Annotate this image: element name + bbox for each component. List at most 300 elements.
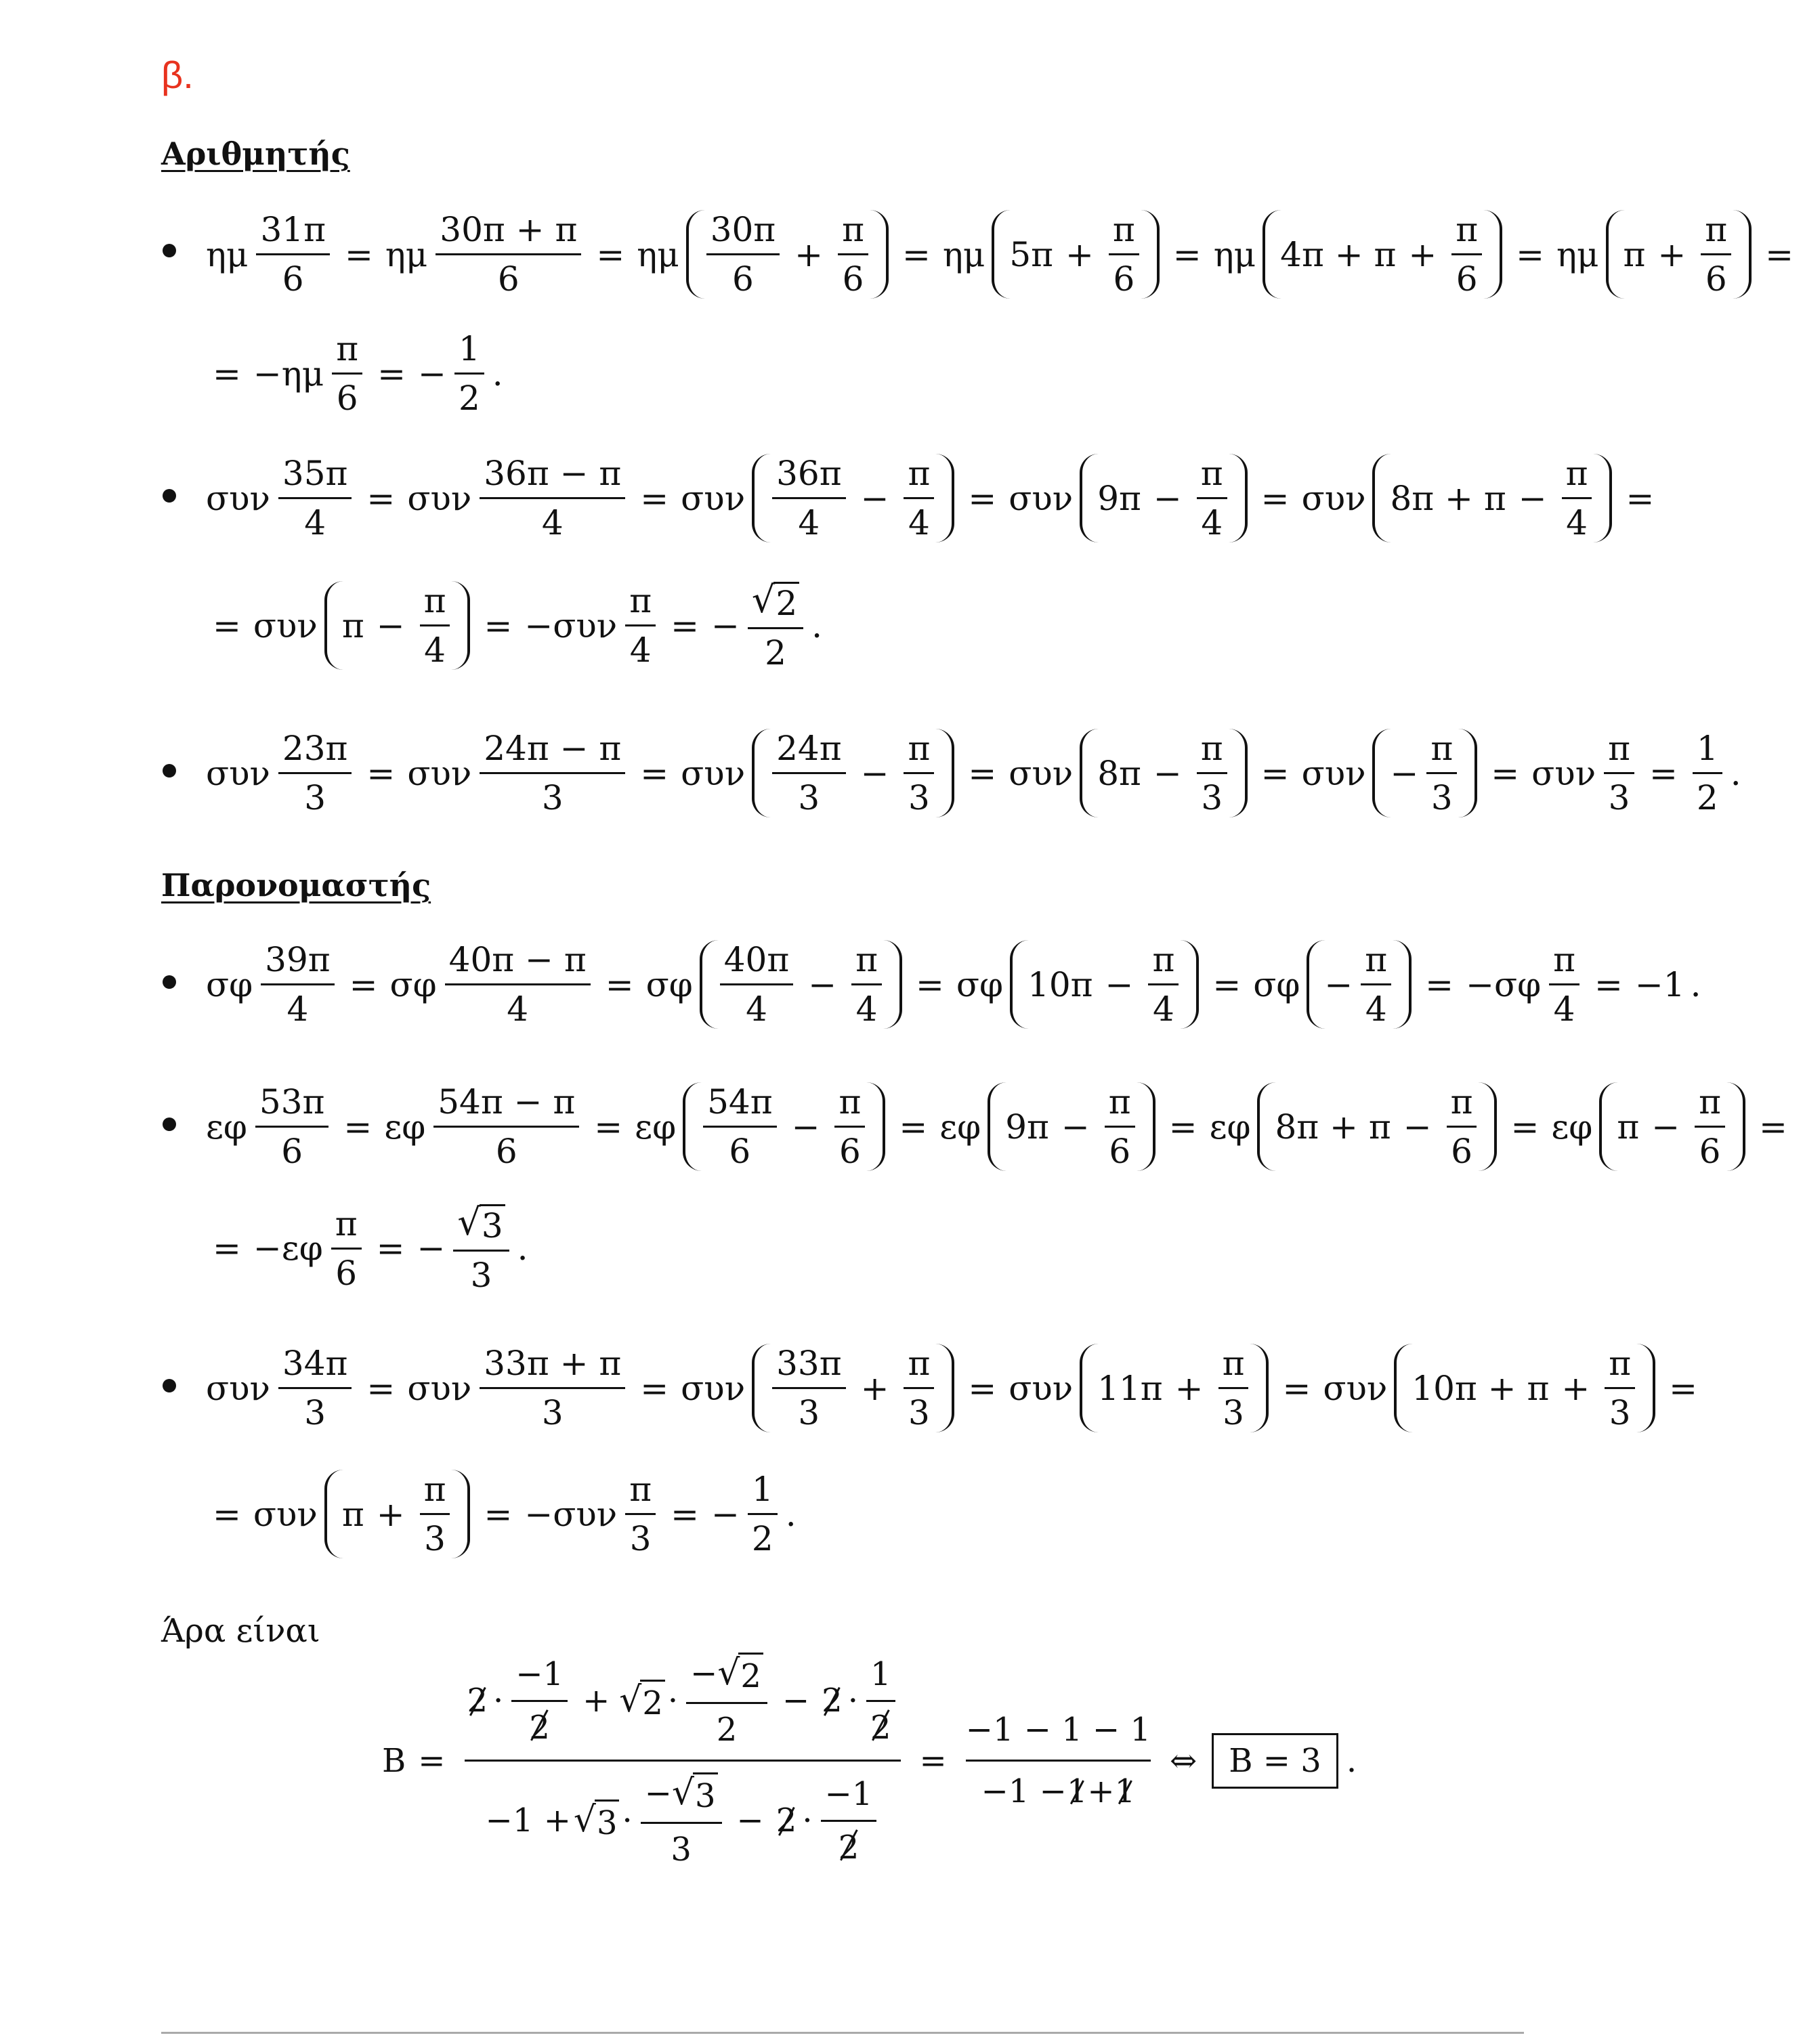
denominator: 6 bbox=[1699, 1132, 1721, 1171]
fraction bbox=[829, 1082, 870, 1171]
minus: − bbox=[791, 1107, 820, 1147]
minus: − bbox=[417, 1229, 446, 1268]
equals: = bbox=[213, 605, 241, 645]
minus: − bbox=[1324, 964, 1353, 1004]
fn-hm: ημ bbox=[385, 234, 428, 274]
parenthesis bbox=[1307, 940, 1412, 1029]
parenthesis bbox=[1010, 940, 1199, 1029]
equals: = bbox=[968, 478, 997, 518]
fn-hm: ημ bbox=[1213, 234, 1256, 274]
fraction bbox=[1099, 1082, 1141, 1171]
denominator: 6 bbox=[1451, 1132, 1472, 1171]
fraction bbox=[326, 1204, 367, 1293]
fn-sf: σφ bbox=[956, 964, 1004, 1004]
numerator: π bbox=[1218, 1346, 1249, 1389]
parenthesis bbox=[686, 210, 889, 299]
fn-syn: συν bbox=[206, 753, 270, 793]
denominator: 4 bbox=[1566, 503, 1588, 542]
fn-syn: συν bbox=[1009, 478, 1074, 518]
minus: − bbox=[418, 354, 446, 393]
denominator: 4 bbox=[798, 503, 820, 542]
fraction bbox=[474, 456, 631, 540]
minus: − bbox=[1105, 964, 1134, 1004]
term: 10π + π bbox=[1412, 1368, 1550, 1408]
sqrt-3 bbox=[457, 1201, 505, 1245]
parenthesis bbox=[324, 1470, 471, 1558]
bullet bbox=[163, 1379, 176, 1392]
fraction bbox=[832, 210, 874, 299]
denominator: 6 bbox=[282, 259, 304, 299]
numerator: 54π bbox=[703, 1085, 776, 1128]
parenthesis bbox=[988, 1082, 1155, 1171]
fn-hm: ημ bbox=[942, 234, 985, 274]
equals: = bbox=[1765, 234, 1794, 274]
parenthesis bbox=[324, 581, 471, 670]
denominator: 3 bbox=[798, 1393, 820, 1432]
fn-syn: συν bbox=[206, 478, 270, 518]
denominator: 6 bbox=[497, 259, 519, 299]
minus: − bbox=[782, 1682, 810, 1720]
denominator: 6 bbox=[732, 259, 754, 299]
footer-divider bbox=[161, 2032, 1524, 2034]
radicand: 2 bbox=[640, 1680, 665, 1722]
parenthesis bbox=[1080, 729, 1247, 817]
minus: − bbox=[376, 605, 405, 645]
term: 4π + π bbox=[1280, 234, 1397, 274]
equals: = bbox=[594, 1107, 623, 1147]
equals: = bbox=[640, 1368, 669, 1408]
denominator: 3 bbox=[1608, 778, 1630, 817]
fraction bbox=[506, 1655, 573, 1747]
equals: = bbox=[1594, 964, 1623, 1004]
denominator: 3 bbox=[470, 1256, 492, 1295]
denominator: 3 bbox=[304, 778, 326, 817]
fraction bbox=[698, 1082, 782, 1171]
equals: = bbox=[349, 964, 378, 1004]
minus: − bbox=[860, 478, 889, 518]
term: π bbox=[1617, 1107, 1640, 1147]
fn-hm: ημ bbox=[637, 234, 679, 274]
fraction bbox=[250, 1082, 334, 1171]
fraction bbox=[474, 731, 631, 815]
equals: = bbox=[1425, 964, 1454, 1004]
fraction bbox=[898, 731, 939, 815]
fn-sf: σφ bbox=[1253, 964, 1300, 1004]
fraction bbox=[767, 731, 851, 815]
parenthesis bbox=[1394, 1344, 1655, 1432]
cdot: · bbox=[622, 1802, 633, 1839]
denominator: 6 bbox=[1109, 1132, 1131, 1171]
denominator: 3 bbox=[798, 778, 820, 817]
fn-syn: συν bbox=[1301, 478, 1366, 518]
minus: − bbox=[1061, 1107, 1090, 1147]
parenthesis bbox=[1080, 1344, 1269, 1432]
numerator: π bbox=[625, 584, 656, 626]
numerator: π bbox=[1361, 943, 1391, 985]
fraction bbox=[251, 210, 335, 299]
numerator: π bbox=[1695, 1085, 1725, 1128]
cancelled-1: 1 bbox=[1066, 1772, 1088, 1810]
equals: = bbox=[902, 234, 931, 274]
numerator bbox=[641, 1772, 722, 1824]
fn-syn: συν bbox=[253, 1494, 318, 1534]
fn-syn: συν bbox=[407, 753, 472, 793]
fn-syn: συν bbox=[206, 1368, 270, 1408]
fn-ef: εφ bbox=[1551, 1107, 1593, 1147]
fraction bbox=[428, 1082, 585, 1171]
minus: − bbox=[736, 1802, 764, 1839]
denominator: 3 bbox=[908, 778, 930, 817]
minus: − bbox=[644, 1774, 672, 1812]
parenthesis bbox=[1080, 454, 1247, 542]
numerator: π bbox=[420, 584, 450, 626]
radicand: 2 bbox=[738, 1653, 763, 1695]
equals: = bbox=[640, 478, 669, 518]
fraction bbox=[1695, 210, 1737, 299]
fn-neg-sf: −σφ bbox=[1466, 964, 1542, 1004]
equation-hm-31pi-6-part2 bbox=[203, 329, 506, 418]
numerator: π bbox=[1105, 1085, 1135, 1128]
denominator: 3 bbox=[1223, 1393, 1244, 1432]
equals: = bbox=[344, 234, 373, 274]
fraction bbox=[474, 1346, 631, 1430]
sqrt-3 bbox=[672, 1772, 718, 1815]
parenthesis bbox=[1263, 210, 1502, 299]
denominator: 6 bbox=[1113, 259, 1135, 299]
denominator: 3 bbox=[629, 1519, 652, 1558]
numerator: 1 bbox=[866, 1655, 895, 1702]
bullet bbox=[163, 764, 176, 778]
numerator: π bbox=[904, 1346, 934, 1389]
equals: = bbox=[1168, 1107, 1197, 1147]
radicand: 3 bbox=[595, 1800, 620, 1842]
equals: = bbox=[1282, 1368, 1311, 1408]
cdot: · bbox=[667, 1682, 679, 1720]
cancelled-denominator: 2 bbox=[866, 1702, 895, 1747]
cancelled-1: 1 bbox=[1114, 1772, 1136, 1810]
fraction bbox=[255, 940, 339, 1029]
fraction bbox=[415, 581, 456, 670]
fn-ef: εφ bbox=[939, 1107, 981, 1147]
radical-sign: √ bbox=[457, 1201, 481, 1243]
minus: − bbox=[690, 1655, 718, 1692]
fn-sf: σφ bbox=[389, 964, 437, 1004]
fn-syn: συν bbox=[407, 1368, 472, 1408]
equals: = bbox=[640, 753, 669, 793]
numerator: π bbox=[1605, 1346, 1635, 1389]
cdot: · bbox=[493, 1682, 504, 1720]
parenthesis bbox=[1257, 1082, 1497, 1171]
fraction bbox=[767, 456, 851, 540]
numerator: π bbox=[332, 332, 362, 375]
fraction bbox=[273, 1346, 357, 1430]
fraction bbox=[620, 1472, 661, 1556]
fn-syn: συν bbox=[407, 478, 472, 518]
numerator: π bbox=[1197, 456, 1227, 499]
fraction bbox=[767, 1346, 851, 1430]
fn-neg-syn: −συν bbox=[524, 1494, 618, 1534]
simplified-denominator bbox=[981, 1762, 1136, 1810]
denominator: 6 bbox=[1456, 259, 1478, 299]
numerator: π bbox=[420, 1472, 450, 1515]
boxed-result: B = 3 bbox=[1212, 1733, 1338, 1789]
equals: = bbox=[366, 753, 396, 793]
equals: = bbox=[213, 354, 241, 393]
cdot: · bbox=[802, 1802, 813, 1839]
numerator: π bbox=[1562, 456, 1592, 499]
bullet bbox=[163, 1117, 176, 1131]
part-label: β. bbox=[161, 54, 194, 96]
fraction bbox=[1143, 940, 1184, 1029]
numerator: 23π bbox=[278, 731, 352, 774]
fraction bbox=[430, 210, 587, 299]
denominator: 3 bbox=[671, 1831, 692, 1869]
sqrt-3 bbox=[574, 1800, 620, 1842]
numerator: π bbox=[1447, 1085, 1477, 1128]
equals: = bbox=[671, 1494, 699, 1534]
numerator: π bbox=[1426, 731, 1457, 774]
parenthesis bbox=[752, 729, 954, 817]
parenthesis bbox=[1599, 1082, 1745, 1171]
denominator: 4 bbox=[304, 503, 326, 542]
denominator-heading: Παρονομαστής bbox=[161, 867, 431, 903]
final-expression bbox=[379, 1653, 1359, 1869]
numerator: 1 bbox=[748, 1472, 778, 1515]
sqrt-2 bbox=[717, 1653, 763, 1695]
equation-hm-31pi-6-part1 bbox=[203, 210, 1803, 299]
term: −1 bbox=[1634, 964, 1685, 1004]
fraction bbox=[846, 940, 887, 1029]
denominator: 6 bbox=[729, 1132, 751, 1171]
fn-ef: εφ bbox=[1209, 1107, 1251, 1147]
equals: = bbox=[213, 1229, 241, 1268]
plus: + bbox=[860, 1368, 889, 1408]
fraction bbox=[1598, 731, 1640, 815]
equals: = bbox=[1491, 753, 1520, 793]
numerator: −1 bbox=[821, 1775, 877, 1822]
parenthesis bbox=[752, 1344, 954, 1432]
period: . bbox=[517, 1229, 528, 1268]
conclusion-text: Άρα είναι bbox=[161, 1612, 320, 1650]
fn-ef: εφ bbox=[384, 1107, 426, 1147]
cancelled-denominator: 2 bbox=[525, 1702, 554, 1747]
numerator: 1 bbox=[1693, 731, 1722, 774]
plus: + bbox=[1561, 1368, 1590, 1408]
fraction bbox=[1441, 1082, 1483, 1171]
denominator: 2 bbox=[716, 1711, 738, 1749]
denominator: 3 bbox=[424, 1519, 446, 1558]
numerator: −1 bbox=[511, 1655, 568, 1702]
denominator: 2 bbox=[1696, 778, 1718, 817]
fraction bbox=[1556, 456, 1598, 540]
parenthesis bbox=[752, 454, 954, 542]
denominator: 6 bbox=[839, 1132, 861, 1171]
fn-syn: συν bbox=[1323, 1368, 1388, 1408]
numerator: 33π + π bbox=[480, 1346, 625, 1389]
fn-sf: σφ bbox=[645, 964, 693, 1004]
radicand: 2 bbox=[773, 582, 799, 620]
numerator: π bbox=[1148, 943, 1179, 985]
big-denominator bbox=[483, 1762, 883, 1869]
equals: = bbox=[968, 1368, 997, 1408]
equals: = bbox=[1212, 964, 1242, 1004]
numerator: 40π bbox=[720, 943, 793, 985]
equals: = bbox=[366, 1368, 396, 1408]
plus: + bbox=[1174, 1368, 1204, 1408]
numerator: 24π − π bbox=[480, 731, 625, 774]
numerator: 53π bbox=[255, 1085, 328, 1128]
fraction bbox=[898, 1346, 939, 1430]
equation-syn-34pi-3-part1 bbox=[203, 1344, 1707, 1432]
fraction bbox=[1689, 1082, 1731, 1171]
fraction bbox=[415, 1472, 456, 1556]
numerator: π bbox=[904, 731, 934, 774]
fraction bbox=[1355, 940, 1397, 1029]
fn-neg-hm: −ημ bbox=[253, 354, 324, 393]
denominator: 3 bbox=[541, 1393, 564, 1432]
equals: = bbox=[377, 354, 406, 393]
denominator: 4 bbox=[541, 503, 564, 542]
parenthesis bbox=[683, 1082, 885, 1171]
equation-syn-23pi-3 bbox=[203, 729, 1744, 817]
numerator bbox=[686, 1653, 767, 1704]
fn-syn: συν bbox=[681, 753, 746, 793]
radical-sign: √ bbox=[671, 1772, 694, 1813]
numerator: π bbox=[904, 456, 934, 499]
radical-sign: √ bbox=[751, 578, 776, 621]
denominator: 3 bbox=[541, 778, 564, 817]
numerator: 39π bbox=[261, 943, 334, 985]
numerator: π bbox=[331, 1207, 362, 1250]
plus: + bbox=[582, 1682, 610, 1720]
fraction bbox=[742, 578, 809, 673]
denominator: 6 bbox=[495, 1132, 517, 1171]
numerator: π bbox=[625, 1472, 656, 1515]
big-numerator bbox=[465, 1653, 901, 1762]
numerator: π bbox=[1549, 943, 1579, 985]
fraction bbox=[1191, 456, 1233, 540]
equation-ef-53pi-6-part1 bbox=[203, 1082, 1797, 1171]
fn-syn: συν bbox=[681, 478, 746, 518]
fn-ef: εφ bbox=[635, 1107, 677, 1147]
fn-syn: συν bbox=[253, 605, 318, 645]
equals: = bbox=[366, 478, 396, 518]
equals: = bbox=[1260, 478, 1290, 518]
iff-arrow: ⇔ bbox=[1170, 1741, 1197, 1780]
numerator: 35π bbox=[278, 456, 352, 499]
plus: + bbox=[794, 234, 824, 274]
denominator: 3 bbox=[1430, 778, 1453, 817]
numerator-heading: Αριθμητής bbox=[161, 135, 350, 172]
equals: = bbox=[1510, 1107, 1540, 1147]
fraction bbox=[742, 1472, 783, 1556]
fraction bbox=[273, 731, 357, 815]
denominator: 3 bbox=[304, 1393, 326, 1432]
equals: = bbox=[343, 1107, 373, 1147]
equals: = bbox=[1260, 753, 1290, 793]
equals: = bbox=[596, 234, 625, 274]
radical-sign: √ bbox=[619, 1679, 642, 1720]
period: . bbox=[1690, 964, 1701, 1004]
denominator: 4 bbox=[1152, 989, 1174, 1029]
equation-sf-39pi-4 bbox=[203, 940, 1704, 1029]
fn-hm: ημ bbox=[206, 234, 249, 274]
equals: = bbox=[1758, 1107, 1787, 1147]
term: −1 − 1 − 1 bbox=[965, 1711, 1151, 1749]
radicand: 3 bbox=[693, 1772, 718, 1815]
parenthesis bbox=[1372, 729, 1477, 817]
period: . bbox=[1730, 753, 1741, 793]
denominator: 2 bbox=[458, 379, 480, 418]
fn-ef: εφ bbox=[206, 1107, 247, 1147]
equals: = bbox=[605, 964, 634, 1004]
minus: − bbox=[1518, 478, 1547, 518]
minus: − bbox=[1651, 1107, 1680, 1147]
numerator: 54π − π bbox=[433, 1085, 579, 1128]
sqrt-2 bbox=[619, 1680, 665, 1722]
fraction bbox=[1191, 731, 1233, 815]
numerator: 40π − π bbox=[445, 943, 591, 985]
numerator: π bbox=[1451, 213, 1482, 255]
numerator: 34π bbox=[278, 1346, 352, 1389]
numerator: π bbox=[1604, 731, 1634, 774]
radical-sign: √ bbox=[717, 1653, 740, 1693]
equals: = bbox=[671, 605, 699, 645]
fraction bbox=[715, 940, 799, 1029]
equals: = bbox=[916, 964, 944, 1004]
term: 8π bbox=[1097, 753, 1141, 793]
denominator: 4 bbox=[1553, 989, 1575, 1029]
equation-syn-35pi-4-part1 bbox=[203, 454, 1663, 542]
equals: = bbox=[1626, 478, 1655, 518]
denominator: 6 bbox=[281, 1132, 303, 1171]
fraction bbox=[1103, 210, 1145, 299]
equals: = bbox=[968, 753, 997, 793]
denominator: 6 bbox=[335, 1253, 358, 1293]
term: 9π bbox=[1097, 478, 1141, 518]
minus: − bbox=[1153, 753, 1182, 793]
term: 10π bbox=[1027, 964, 1093, 1004]
numerator: 36π − π bbox=[480, 456, 625, 499]
plus: + bbox=[1657, 234, 1687, 274]
denominator: 4 bbox=[746, 989, 767, 1029]
fraction bbox=[620, 581, 661, 670]
cancelled-2: 2 bbox=[819, 1682, 845, 1720]
equation-ef-53pi-6-part2 bbox=[203, 1201, 531, 1295]
minus: − bbox=[1153, 478, 1182, 518]
denominator: 4 bbox=[507, 989, 529, 1029]
fraction bbox=[440, 940, 596, 1029]
term: π bbox=[341, 605, 364, 645]
parenthesis bbox=[1606, 210, 1752, 299]
numerator bbox=[453, 1201, 509, 1252]
big-fraction bbox=[455, 1653, 910, 1869]
term: 11π bbox=[1097, 1368, 1163, 1408]
parenthesis bbox=[1372, 454, 1612, 542]
numerator: π bbox=[1701, 213, 1731, 255]
fraction bbox=[1421, 731, 1462, 815]
var-B: B bbox=[382, 1741, 406, 1780]
period: . bbox=[811, 605, 823, 645]
term: 9π bbox=[1005, 1107, 1049, 1147]
equals: = bbox=[899, 1107, 928, 1147]
cdot: · bbox=[847, 1682, 858, 1720]
minus: − bbox=[1390, 753, 1419, 793]
fraction bbox=[861, 1655, 901, 1747]
minus: − bbox=[711, 605, 740, 645]
minus: − bbox=[1403, 1107, 1432, 1147]
numerator bbox=[748, 578, 803, 629]
